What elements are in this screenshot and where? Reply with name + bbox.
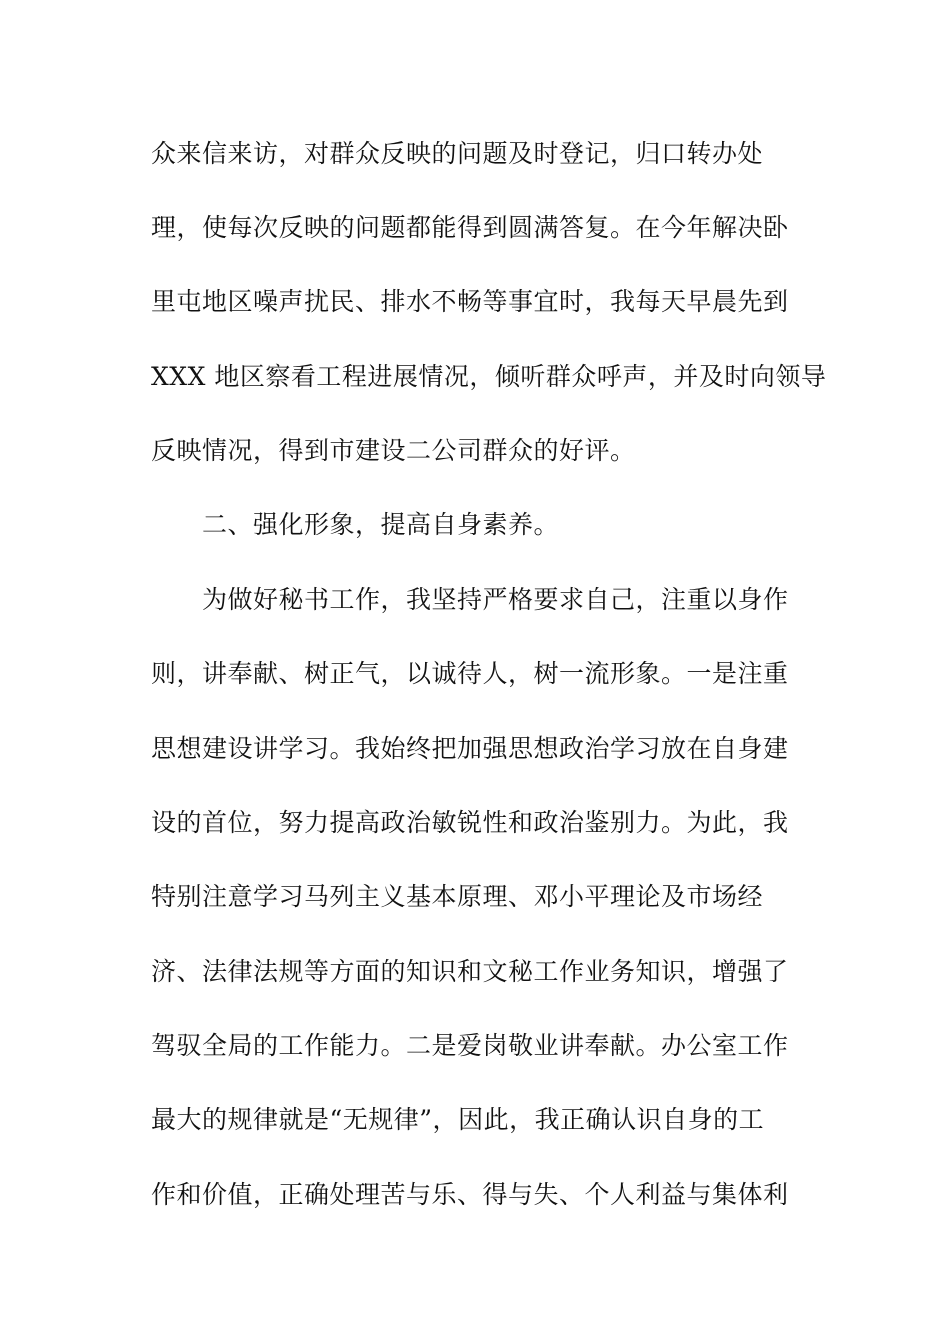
section-heading: 二、强化形象，提高自身素养。 [202, 510, 560, 539]
body-text-line: 作和价值，正确处理苦与乐、得与失、个人利益与集体利 [151, 1180, 789, 1209]
body-text-line: 设的首位，努力提高政治敏锐性和政治鉴别力。为此，我 [151, 808, 789, 837]
body-text-line: 济、法律法规等方面的知识和文秘工作业务知识，增强了 [151, 957, 789, 986]
body-text-line: XXX 地区察看工程进展情况，倾听群众呼声，并及时向领导 [151, 362, 827, 391]
paragraph-first-line: 为做好秘书工作，我坚持严格要求自己，注重以身作 [202, 585, 789, 614]
body-text-line: 众来信来访，对群众反映的问题及时登记，归口转办处 [151, 139, 764, 168]
body-text-line: 则，讲奉献、树正气，以诚待人，树一流形象。一是注重 [151, 659, 789, 688]
body-text-line: 最大的规律就是“无规律”，因此，我正确认识自身的工 [151, 1105, 765, 1134]
body-text-line: 驾驭全局的工作能力。二是爱岗敬业讲奉献。办公室工作 [151, 1031, 789, 1060]
body-text-line: 理，使每次反映的问题都能得到圆满答复。在今年解决卧 [151, 213, 789, 242]
body-text-line: 反映情况，得到市建设二公司群众的好评。 [151, 436, 636, 465]
body-text-line: 里屯地区噪声扰民、排水不畅等事宜时，我每天早晨先到 [151, 287, 789, 316]
body-text-line: 特别注意学习马列主义基本原理、邓小平理论及市场经 [151, 882, 764, 911]
body-text-line: 思想建设讲学习。我始终把加强思想政治学习放在自身建 [151, 734, 789, 763]
